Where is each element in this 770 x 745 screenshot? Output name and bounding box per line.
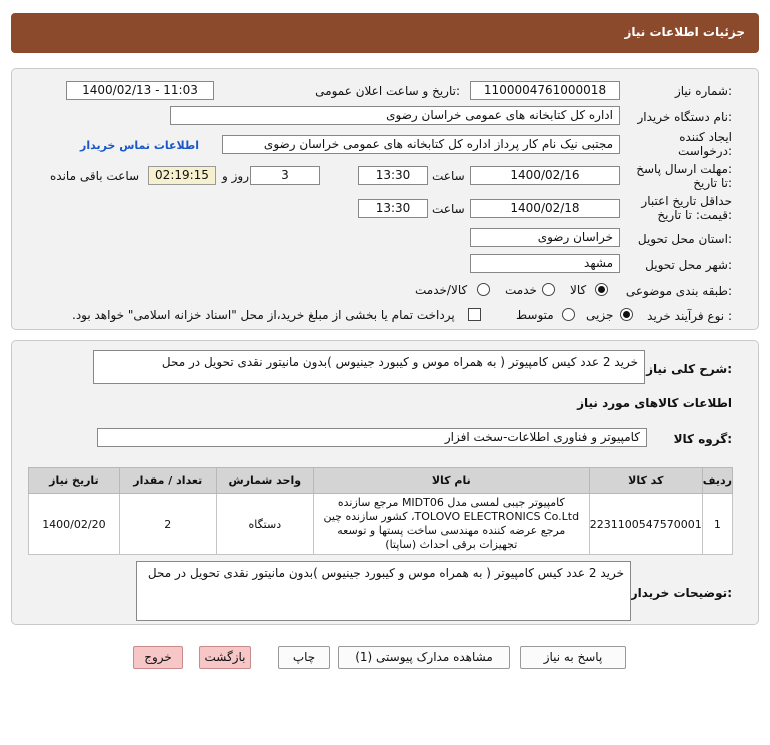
need-number-field: 1100004761000018 [470,81,620,100]
announce-field: 1400/02/13 - 11:03 [66,81,214,100]
view-attachments-button[interactable]: مشاهده مدارک پیوستی (1) [338,646,510,669]
col-qty: تعداد / مقدار [119,468,216,494]
buyer-notes-label: توضیحات خریدار: [630,586,732,600]
goods-group-field: کامپیوتر و فناوری اطلاعات-سخت افزار [97,428,647,447]
category-label: طبقه بندی موضوعی: [625,284,732,298]
process-label: نوع فرآیند خرید : [647,309,732,323]
col-index: ردیف [702,468,732,494]
cell-qty: 2 [119,494,216,555]
requester-label-1: ایجاد کننده [679,130,732,144]
reply-button[interactable]: پاسخ به نیاز [520,646,626,669]
process-radio-medium[interactable] [562,308,575,321]
summary-text: خرید 2 عدد کیس کامپیوتر ( به همراه موس و کیبورد جینیوس )بدون مانیتور نقدی تحویل در محل [161,355,638,369]
col-name: نام کالا [313,468,589,494]
announce-label: تاریخ و ساعت اعلان عمومی: [315,84,460,98]
cell-code: 2231100547570001 [589,494,702,555]
goods-table-header [29,468,733,494]
buyer-org-field: اداره کل کتابخانه های عمومی خراسان رضوی [170,106,620,125]
deadline-label-1: مهلت ارسال پاسخ: [636,162,732,176]
validity-label-2: قیمت: تا تاریخ: [657,208,732,222]
buyer-notes-text: خرید 2 عدد کیس کامپیوتر ( به همراه موس و کیبورد جینیوس )بدون مانیتور نقدی تحویل در محل [147,566,624,580]
category-radio-service[interactable] [542,283,555,296]
deadline-date-field: 1400/02/16 [470,166,620,185]
treasury-payment-note: پرداخت تمام یا بخشی از مبلغ خرید،از محل "اسناد خزانه اسلامی" خواهد بود. [72,308,455,322]
validity-time-label: ساعت [432,202,465,216]
category-option-service: خدمت [505,283,537,297]
col-date: تاریخ نیاز [29,468,120,494]
deadline-time-field: 13:30 [358,166,428,185]
remaining-time-label: ساعت باقی مانده [50,169,140,183]
deadline-time-label: ساعت [432,169,465,183]
days-label: روز و [222,169,249,183]
summary-field [93,350,645,384]
need-number-label: شماره نیاز: [674,84,732,98]
goods-group-label: گروه کالا: [673,432,732,446]
category-radio-goods[interactable] [595,283,608,296]
cell-name: کامپیوتر جیبی لمسی مدل MIDT06 مرجع سازنده TOLOVO ELECTRONICS Co.Ltd، کشور سازنده چین مرجع عرضه کننده مهندسی ساخت پستها و توسعه تجهیزات برقی احداث (ساپتا) [313,494,589,555]
contact-info-link[interactable]: اطلاعات تماس خریدار [80,139,200,152]
col-code: کد کالا [589,468,702,494]
treasury-payment-checkbox[interactable] [468,308,481,321]
col-unit: واحد شمارش [216,468,313,494]
days-field: 3 [250,166,320,185]
category-radio-goods-service[interactable] [477,283,490,296]
province-label: استان محل تحویل: [637,232,732,246]
buyer-notes-field [136,561,631,621]
validity-date-field: 1400/02/18 [470,199,620,218]
goods-section-title: اطلاعات کالاهای مورد نیاز [577,396,732,410]
print-button[interactable]: چاپ [278,646,330,669]
validity-time-field: 13:30 [358,199,428,218]
cell-unit: دستگاه [216,494,313,555]
buyer-org-label: نام دستگاه خریدار: [637,110,732,124]
city-field: مشهد [470,254,620,273]
deadline-label-2: تا تاریخ: [693,176,732,190]
process-radio-minor[interactable] [620,308,633,321]
page-title: جزئیات اطلاعات نیاز [624,25,745,39]
city-label: شهر محل تحویل: [645,258,732,272]
page-header [11,13,759,53]
process-option-minor: جزیی [586,308,614,322]
back-button[interactable]: بازگشت [199,646,251,669]
category-option-goods: کالا [570,283,587,297]
table-row [29,494,733,555]
cell-index: 1 [702,494,732,555]
province-field: خراسان رضوی [470,228,620,247]
remaining-time-field: 02:19:15 [148,166,216,185]
process-option-medium: متوسط [516,308,554,322]
goods-table [28,467,733,555]
requester-label-2: درخواست: [678,144,732,158]
requester-field: مجتبی نیک نام کار پرداز اداره کل کتابخانه های عمومی خراسان رضوی [222,135,620,154]
summary-label: شرح کلی نیاز: [646,362,732,376]
category-option-goods-service: کالا/خدمت [415,283,468,297]
exit-button[interactable]: خروج [133,646,183,669]
validity-label-1: حداقل تاریخ اعتبار [641,194,732,208]
cell-date: 1400/02/20 [29,494,120,555]
